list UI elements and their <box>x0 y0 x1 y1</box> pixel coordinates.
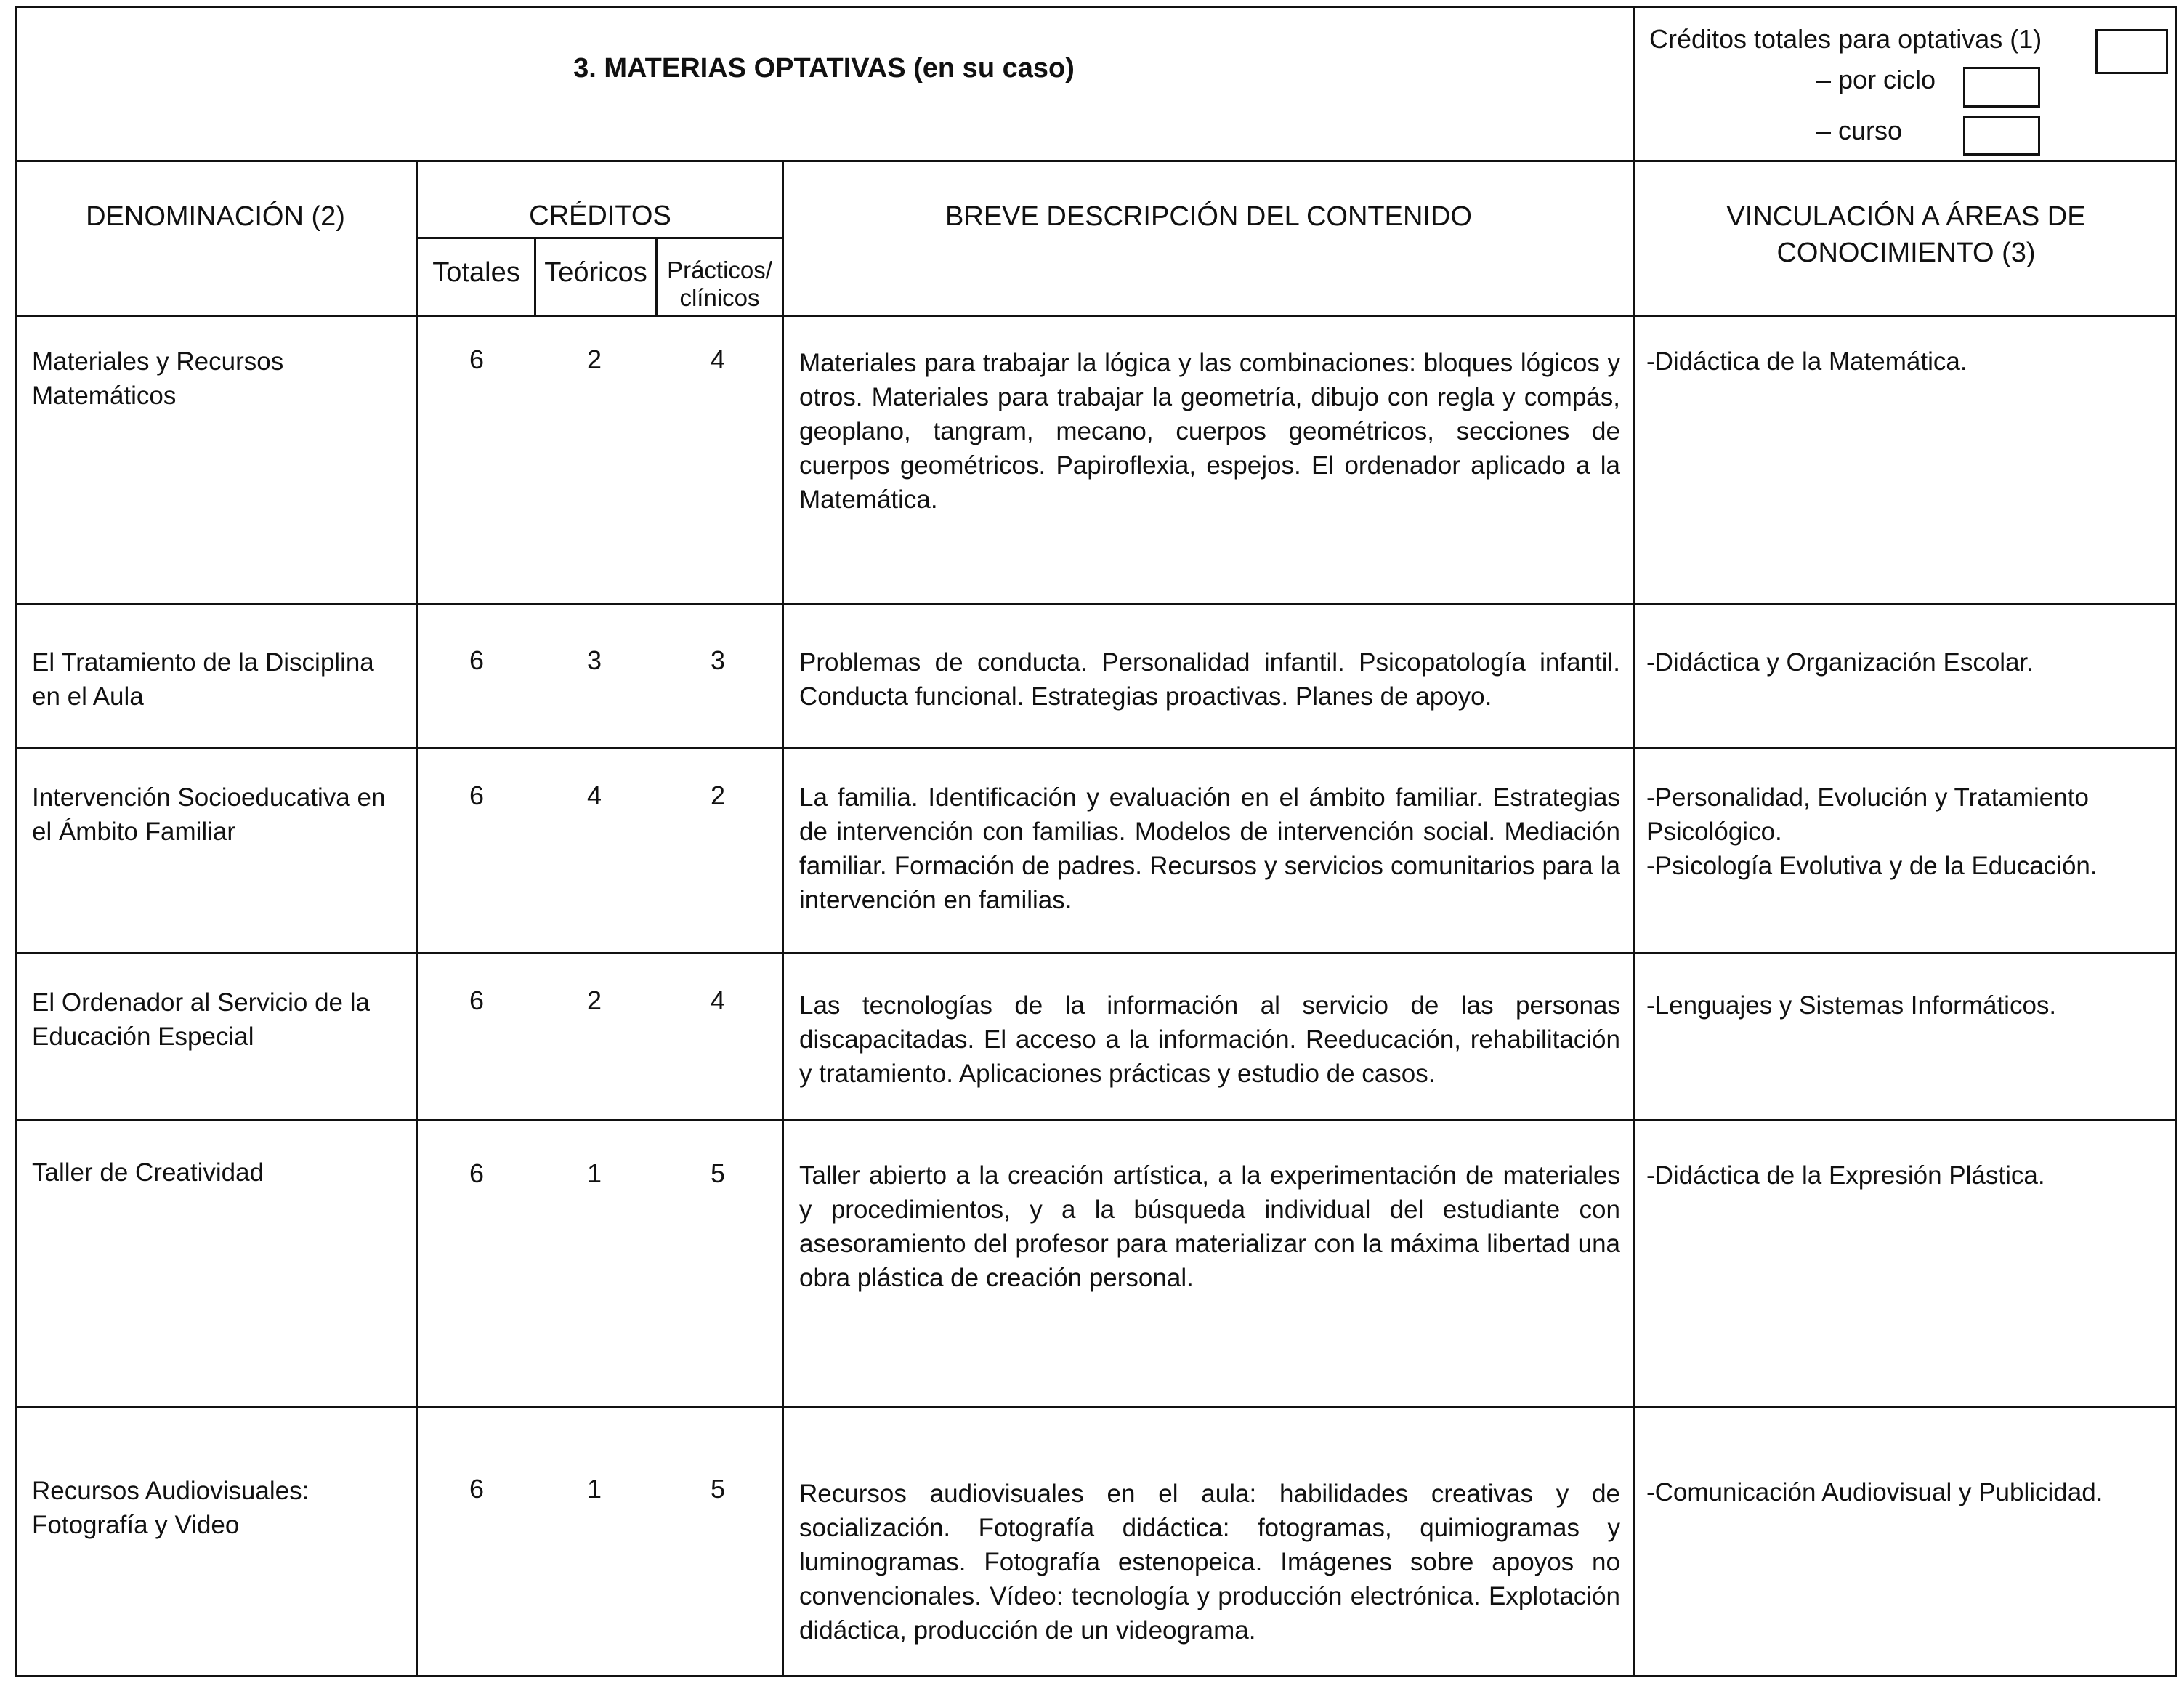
row-2-name: El Tratamiento de la Disciplina en el Aula <box>32 648 374 711</box>
header-denominacion: DENOMINACIÓN (2) <box>86 201 345 232</box>
rule <box>782 160 784 1677</box>
row-6-areas: -Comunicación Audiovisual y Publicidad. <box>1646 1478 2103 1506</box>
row-6-teoricos: 1 <box>586 1474 602 1504</box>
row-4-areas: -Lenguajes y Sistemas Informáticos. <box>1646 991 2057 1020</box>
header-vinculacion-2: CONOCIMIENTO (3) <box>1776 238 2036 268</box>
row-1-totales: 6 <box>469 344 485 374</box>
row-3-totales: 6 <box>469 781 485 810</box>
row-3-name: Intervención Socioeducativa en el Ámbito Familiar <box>32 783 386 846</box>
rule <box>418 237 782 239</box>
row-5-areas: -Didáctica de la Expresión Plástica. <box>1646 1161 2045 1190</box>
row-6-name: Recursos Audiovisuales: Fotografía y Video <box>32 1477 310 1539</box>
row-2-areas: -Didáctica y Organización Escolar. <box>1646 648 2034 677</box>
section-title: 3. MATERIAS OPTATIVAS (en su caso) <box>573 53 1075 84</box>
header-totales: Totales <box>432 257 520 288</box>
rule <box>15 603 2177 605</box>
row-6-practicos: 5 <box>710 1474 726 1504</box>
row-2-practicos: 3 <box>710 645 726 675</box>
row-1-areas: -Didáctica de la Matemática. <box>1646 347 1967 376</box>
row-3-description: La familia. Identificación y evaluación en el ámbito familiar. Estrategias de intervención con familias. Modelos de intervención social. Mediación familiar. Formación de padres. Recursos y servicios comunitarios para la intervención en familias. <box>799 783 1620 914</box>
row-2-totales: 6 <box>469 645 485 675</box>
row-3-areas: -Personalidad, Evolución y Tratamiento Psicológico. -Psicología Evolutiva y de la Educación. <box>1646 783 2098 880</box>
row-4-totales: 6 <box>469 985 485 1015</box>
row-3-teoricos: 4 <box>586 781 602 810</box>
curso-label: – curso <box>1816 116 1903 145</box>
header-vinculacion-1: VINCULACIÓN A ÁREAS DE <box>1726 201 2086 232</box>
row-4-practicos: 4 <box>710 985 726 1015</box>
por-ciclo-box[interactable] <box>1963 67 2040 108</box>
row-4-description: Las tecnologías de la información al servicio de las personas discapacitadas. El acceso a la información. Reeducación, rehabilitación y tratamiento. Aplicaciones prácticas y estudio de casos. <box>799 991 1620 1088</box>
rule <box>15 160 2177 162</box>
row-4-teoricos: 2 <box>586 985 602 1015</box>
por-ciclo-label: – por ciclo <box>1816 65 1936 94</box>
row-2-description: Problemas de conducta. Personalidad infantil. Psicopatología infantil. Conducta funcional. Estrategias proactivas. Planes de apoyo. <box>799 648 1620 711</box>
row-5-practicos: 5 <box>710 1158 726 1188</box>
rule <box>15 747 2177 749</box>
header-descripcion: BREVE DESCRIPCIÓN DEL CONTENIDO <box>945 201 1472 232</box>
rule <box>15 315 2177 317</box>
rule <box>15 1119 2177 1121</box>
header-teoricos: Teóricos <box>544 257 647 288</box>
header-practicos: Prácticos/ <box>667 257 772 283</box>
row-4-name: El Ordenador al Servicio de la Educación Especial <box>32 988 370 1051</box>
header-clinicos: clínicos <box>679 284 760 311</box>
row-6-totales: 6 <box>469 1474 485 1504</box>
rule <box>416 160 418 1677</box>
curso-box[interactable] <box>1963 116 2040 156</box>
row-5-totales: 6 <box>469 1158 485 1188</box>
row-5-description: Taller abierto a la creación artística, a la experimentación de materiales y procedimientos, y a la búsqueda individual del estudiante con asesoramiento del profesor para materializar con la máxima libertad una obra plástica de creación personal. <box>799 1161 1620 1292</box>
row-1-practicos: 4 <box>710 344 726 374</box>
row-6-description: Recursos audiovisuales en el aula: habilidades creativas y de socialización. Fotografía didáctica: fotogramas, quimiogramas y luminogramas. Fotografía estenopeica. Imágenes sobre apoyos no convencionales. Vídeo: tecnología y producción electrónica. Explotación didáctica, producción de un videograma. <box>799 1480 1620 1645</box>
rule <box>15 952 2177 954</box>
rule <box>15 1406 2177 1408</box>
row-2-teoricos: 3 <box>586 645 602 675</box>
row-3-practicos: 2 <box>710 781 726 810</box>
row-1-description: Materiales para trabajar la lógica y las combinaciones: bloques lógicos y otros. Materiales para trabajar la geometría, dibujo con regla y compás, geoplano, tangram, mecano, cuerpos geométricos, secciones de cuerpos geométricos. Papiroflexia, espejos. El ordenador aplicado a la Matemática. <box>799 349 1620 514</box>
row-5-teoricos: 1 <box>586 1158 602 1188</box>
row-5-name: Taller de Creatividad <box>32 1158 264 1187</box>
credits-total-box[interactable] <box>2095 29 2168 74</box>
row-1-teoricos: 2 <box>586 344 602 374</box>
header-creditos: CRÉDITOS <box>529 201 671 231</box>
credits-total-label: Créditos totales para optativas (1) <box>1649 24 2042 54</box>
row-1-name: Materiales y Recursos Matemáticos <box>32 347 284 410</box>
